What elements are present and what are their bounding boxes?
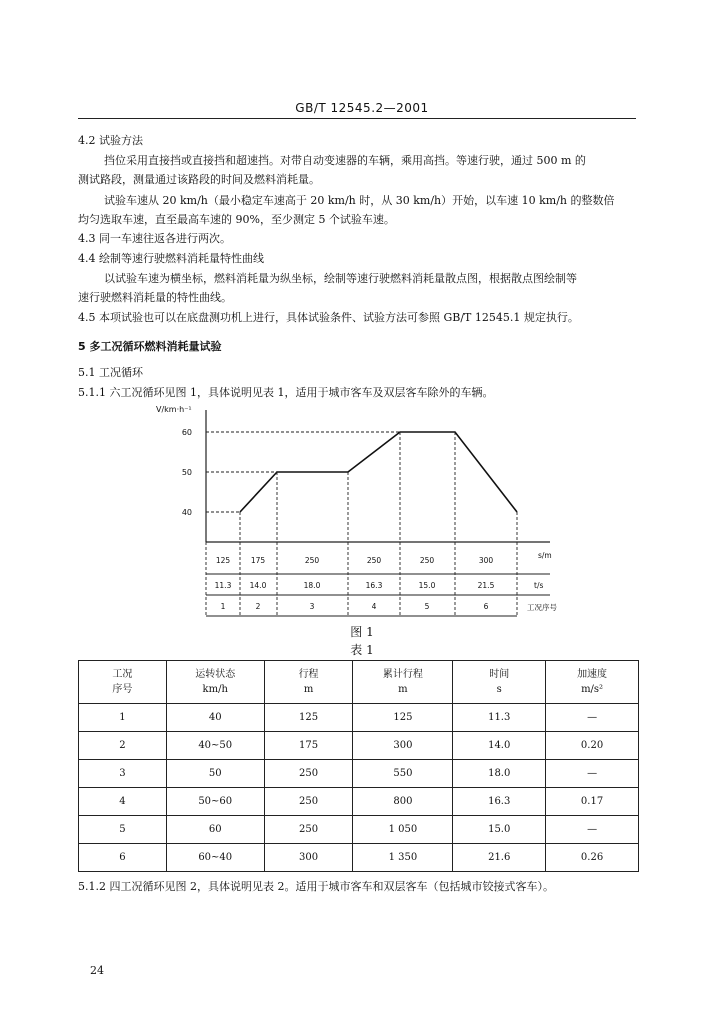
table-cell: 175 (264, 732, 353, 760)
table-cell: 60~40 (166, 844, 264, 872)
paragraph-line: 均匀选取车速，直至最高车速的 90%，至少测定 5 个试验车速。 (78, 213, 395, 226)
table-row (79, 732, 639, 760)
table-row (79, 844, 639, 872)
table-header-cell: 时间 s (453, 661, 546, 704)
table-cell: — (546, 704, 639, 732)
paragraph-line: 测试路段，测量通过该路段的时间及燃料消耗量。 (78, 173, 320, 186)
table-cell: 4 (79, 788, 167, 816)
table-header-cell: 运转状态 km/h (166, 661, 264, 704)
table-cell: 16.3 (453, 788, 546, 816)
speed-profile-line (240, 432, 517, 512)
table-cell: 550 (353, 760, 453, 788)
mode-number: 2 (255, 602, 261, 611)
table-row (79, 704, 639, 732)
section-heading: 4.2 试验方法 (78, 134, 143, 147)
row-label: t/s (534, 581, 544, 590)
table-cell: 125 (353, 704, 453, 732)
row-label: s/m (538, 551, 552, 560)
table-cell: 125 (264, 704, 353, 732)
table-cell: 1 (79, 704, 167, 732)
table-row (79, 760, 639, 788)
table-cell: 6 (79, 844, 167, 872)
table-cell: 11.3 (453, 704, 546, 732)
y-axis-label: V/km·h⁻¹ (156, 405, 192, 414)
mode-number: 1 (220, 602, 226, 611)
distance-label: 125 (215, 556, 231, 565)
page-number: 24 (90, 964, 104, 977)
table-cell: 15.0 (453, 816, 546, 844)
section-heading: 4.4 绘制等速行驶燃料消耗量特性曲线 (78, 252, 264, 265)
table-cell: 40~50 (166, 732, 264, 760)
time-label: 11.3 (214, 581, 232, 590)
section-heading: 5 多工况循环燃料消耗量试验 (78, 340, 222, 353)
table-cell: 0.17 (546, 788, 639, 816)
driving-cycle-figure (150, 402, 590, 622)
table-header-row (79, 661, 639, 704)
table-cell: 50~60 (166, 788, 264, 816)
table-header-cell: 工况 序号 (79, 661, 167, 704)
paragraph-line: 4.3 同一车速往返各进行两次。 (78, 232, 231, 245)
table-cell: 5 (79, 816, 167, 844)
distance-label: 250 (304, 556, 320, 565)
table-cell: 14.0 (453, 732, 546, 760)
time-label: 14.0 (249, 581, 267, 590)
mode-number: 4 (371, 602, 377, 611)
table-header-cell: 加速度 m/s² (546, 661, 639, 704)
table-cell: 0.26 (546, 844, 639, 872)
table-cell: 0.20 (546, 732, 639, 760)
row-label: 工况序号 (527, 603, 557, 612)
table-header-cell: 行程 m (264, 661, 353, 704)
table-cell: 300 (353, 732, 453, 760)
paragraph-line: 4.5 本项试验也可以在底盘测功机上进行，具体试验条件、试验方法可参照 GB/T 12545.1 规定执行。 (78, 311, 579, 324)
figure-caption: 图 1 (350, 625, 374, 639)
table-caption: 表 1 (350, 643, 374, 657)
table-cell: 21.6 (453, 844, 546, 872)
time-label: 15.0 (418, 581, 436, 590)
table-cell: 300 (264, 844, 353, 872)
table-cell: 1 050 (353, 816, 453, 844)
table-header-cell: 累计行程 m (353, 661, 453, 704)
time-label: 16.3 (365, 581, 383, 590)
paragraph-line: 5.1.2 四工况循环见图 2，具体说明见表 2。适用于城市客车和双层客车（包括城市铰接式客车）。 (78, 880, 554, 893)
paragraph-line: 以试验车速为横坐标，燃料消耗量为纵坐标，绘制等速行驶燃料消耗量散点图，根据散点图绘制等 (104, 272, 577, 285)
table-cell: 18.0 (453, 760, 546, 788)
table-cell: 60 (166, 816, 264, 844)
table-cell: — (546, 816, 639, 844)
paragraph-line: 速行驶燃料消耗量的特性曲线。 (78, 291, 232, 304)
table-cell: 250 (264, 760, 353, 788)
cycle-table (78, 660, 639, 872)
y-tick-label: 60 (181, 428, 192, 437)
table-row (79, 788, 639, 816)
table-cell: 800 (353, 788, 453, 816)
time-label: 18.0 (303, 581, 321, 590)
table-cell: 40 (166, 704, 264, 732)
table-cell: 250 (264, 816, 353, 844)
table-cell: 2 (79, 732, 167, 760)
mode-number: 6 (483, 602, 489, 611)
time-label: 21.5 (477, 581, 495, 590)
table-cell: — (546, 760, 639, 788)
table-cell: 250 (264, 788, 353, 816)
mode-number: 3 (309, 602, 315, 611)
paragraph-line: 挡位采用直接挡或直接挡和超速挡。对带自动变速器的车辆，乘用高挡。等速行驶，通过 500 m 的 (104, 154, 586, 167)
table-row (79, 816, 639, 844)
table-cell: 1 350 (353, 844, 453, 872)
distance-label: 250 (419, 556, 435, 565)
header-rule (78, 118, 636, 119)
page-header: GB/T 12545.2—2001 (295, 101, 429, 115)
table-cell: 3 (79, 760, 167, 788)
table-cell: 50 (166, 760, 264, 788)
distance-label: 175 (250, 556, 266, 565)
y-tick-label: 40 (181, 508, 192, 517)
mode-number: 5 (424, 602, 430, 611)
paragraph-line: 试验车速从 20 km/h（最小稳定车速高于 20 km/h 时，从 30 km/h）开始，以车速 10 km/h 的整数倍 (104, 194, 615, 207)
y-tick-label: 50 (181, 468, 192, 477)
distance-label: 250 (366, 556, 382, 565)
paragraph-line: 5.1.1 六工况循环见图 1，具体说明见表 1，适用于城市客车及双层客车除外的车辆。 (78, 386, 494, 399)
distance-label: 300 (478, 556, 494, 565)
section-heading: 5.1 工况循环 (78, 366, 143, 379)
